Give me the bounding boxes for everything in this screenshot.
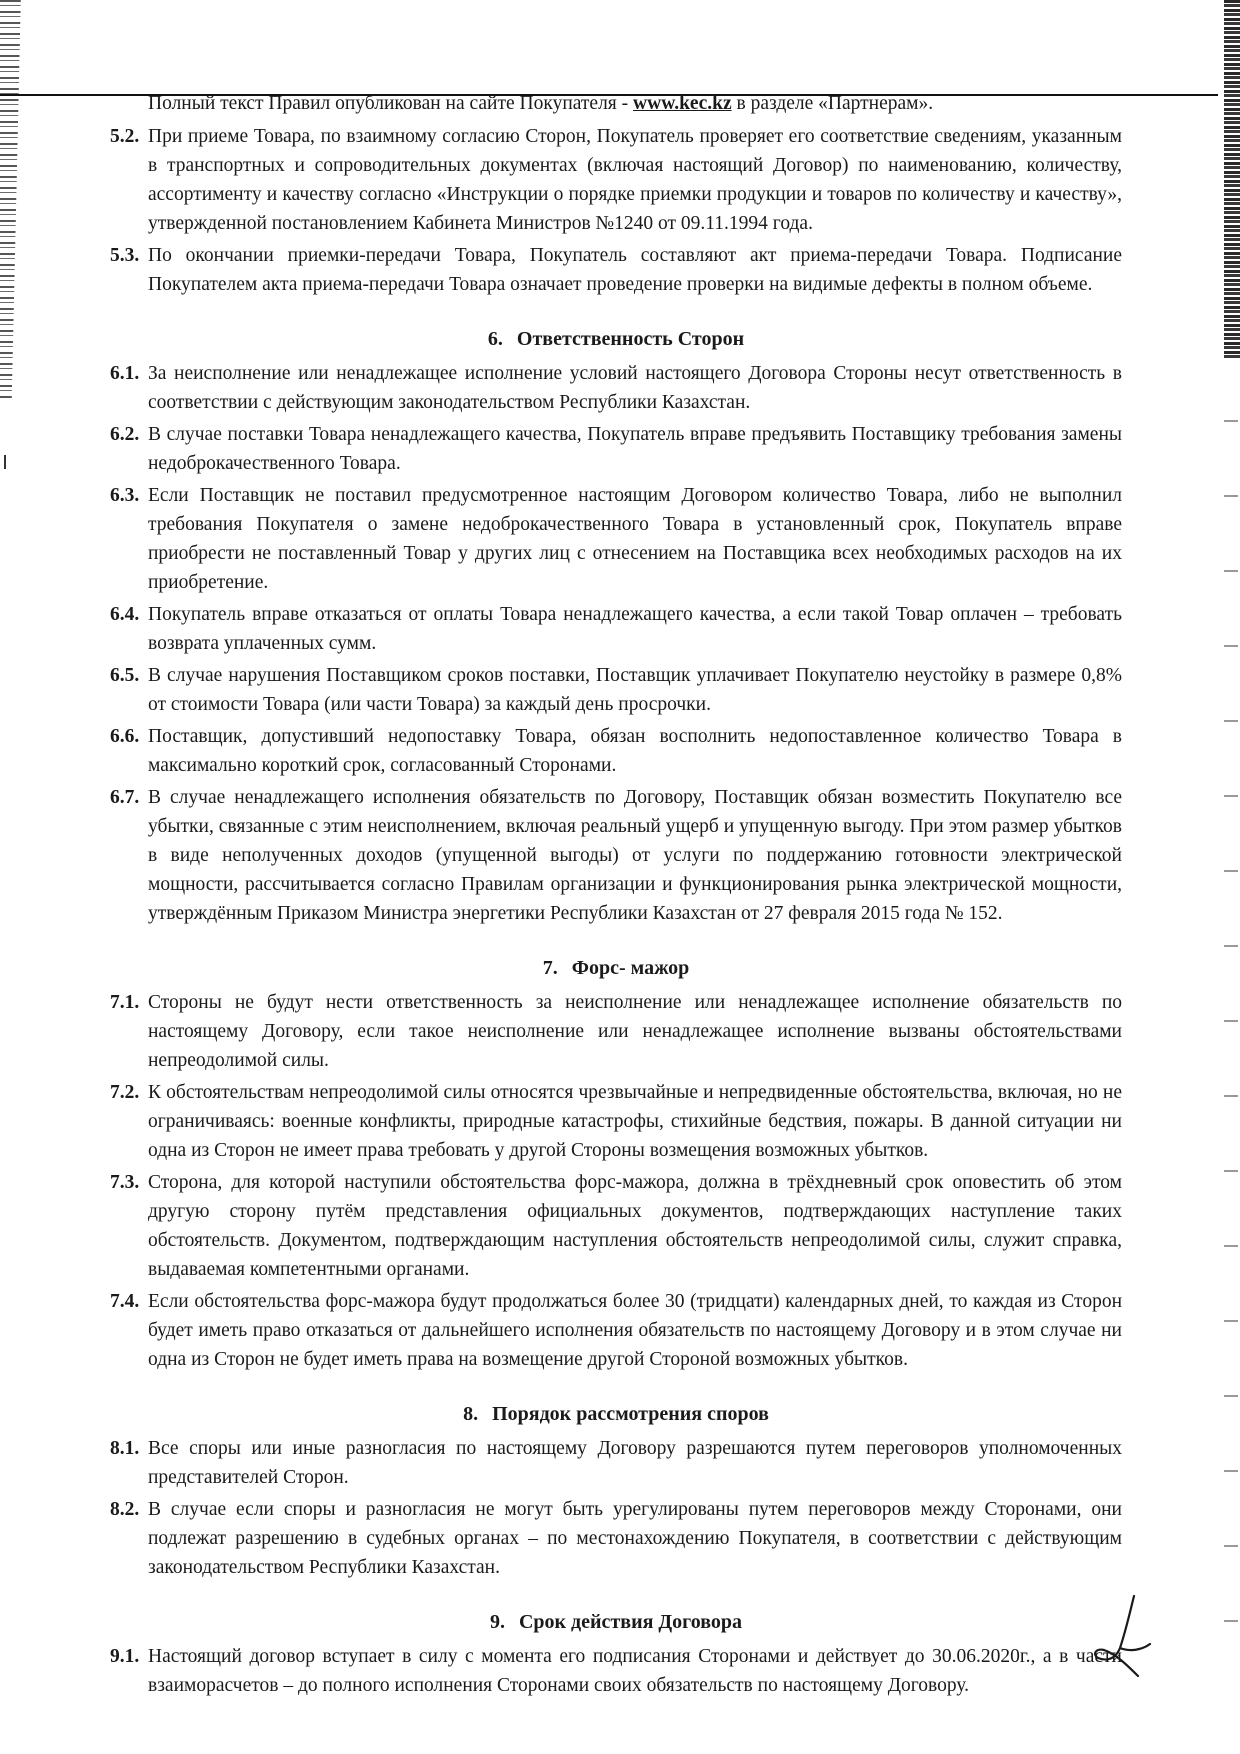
clause-text: Сторона, для которой наступили обстоятельства форс-мажора, должна в трёхдневный срок оповестить об этом другую сторону путём представления официальных документов, подтверждающих наступление таких обстоятельств. Документом, подтверждающим наступления обстоятельств непреодолимой силы, служит справка, выдаваемая компетентными органами. xyxy=(148,1172,1122,1280)
clause xyxy=(110,988,1122,1075)
clause xyxy=(110,1168,1122,1284)
clause-text: Если Поставщик не поставил предусмотренное настоящим Договором количество Товара, либо не выполнил требования Покупателя о замене недоброкачественного Товара в установленный срок, Покупатель вправе приобрести не поставленный Товар у других лиц с отнесением на Поставщика всех необходимых расходов на их приобретение. xyxy=(148,485,1122,593)
intro-paragraph xyxy=(148,90,1122,118)
section-heading xyxy=(110,325,1122,353)
clause-text: Все споры или иные разногласия по настоящему Договору разрешаются путем переговоров уполномоченных представителей Сторон. xyxy=(148,1438,1122,1488)
clause xyxy=(110,420,1122,478)
clause xyxy=(110,1434,1122,1492)
clause-number: 8.1. xyxy=(110,1438,140,1459)
section-title: Форс- мажор xyxy=(571,957,690,979)
clause-number: 6.1. xyxy=(110,363,140,384)
section-9 xyxy=(110,1608,1122,1700)
scan-edge-artifact xyxy=(0,0,26,400)
clause-number: 7.2. xyxy=(110,1082,140,1103)
section-title: Порядок рассмотрения споров xyxy=(492,1403,769,1425)
scan-mark xyxy=(4,455,6,469)
clause xyxy=(110,359,1122,417)
clause-number: 6.4. xyxy=(110,604,140,625)
scan-barcode-artifact xyxy=(1224,0,1240,360)
clause-text: В случае нарушения Поставщиком сроков поставки, Поставщик уплачивает Покупателю неустойку в размере 0,8% от стоимости Товара (или части Товара) за каждый день просрочки. xyxy=(148,665,1122,715)
section-7 xyxy=(110,954,1122,1374)
scan-edge-ticks xyxy=(1224,380,1238,1680)
clause-text: При приеме Товара, по взаимному согласию Сторон, Покупатель проверяет его соответствие сведениям, указанным в транспортных и сопроводительных документах (включая настоящий Договор) по наименованию, количеству, ассортименту и качеству согласно «Инструкции о порядке приемки продукции и товаров по количеству и качеству», утвержденной постановлением Кабинета Министров №1240 от 09.11.1994 года. xyxy=(148,126,1122,234)
clause xyxy=(110,1287,1122,1374)
clause-text: Если обстоятельства форс-мажора будут продолжаться более 30 (тридцати) календарных дней, то каждая из Сторон будет иметь право отказаться от дальнейшего исполнения обязательств по настоящему Договору и в этом случае ни одна из Сторон не будет иметь права на возмещение другой Стороной возможных убытков. xyxy=(148,1291,1122,1370)
clause-number: 6.5. xyxy=(110,665,140,686)
clause xyxy=(110,1642,1122,1700)
section-title: Ответственность Сторон xyxy=(516,328,745,350)
clause-number: 7.1. xyxy=(110,992,140,1013)
clause-text: Стороны не будут нести ответственность за неисполнение или ненадлежащее исполнение обязательств по настоящему Договору, если такое неисполнение или ненадлежащее исполнение вызваны обстоятельствами непреодолимой силы. xyxy=(148,992,1122,1071)
clause xyxy=(110,600,1122,658)
section-6 xyxy=(110,325,1122,928)
clause-text: За неисполнение или ненадлежащее исполнение условий настоящего Договора Стороны несут ответственность в соответствии с действующим законодательством Республики Казахстан. xyxy=(148,363,1122,413)
clause xyxy=(110,1495,1122,1582)
clause-number: 5.2. xyxy=(110,126,140,147)
intro-text-after: в разделе «Партнерам». xyxy=(731,93,934,114)
clause-number: 9.1. xyxy=(110,1646,140,1667)
section-5-continuation xyxy=(110,122,1122,299)
clause-number: 6.6. xyxy=(110,726,140,747)
section-number: 8. xyxy=(463,1403,479,1425)
clause-number: 6.7. xyxy=(110,787,140,808)
section-number: 7. xyxy=(542,957,558,979)
clause-text: Поставщик, допустивший недопоставку Товара, обязан восполнить недопоставленное количество Товара в максимально короткий срок, согласованный Сторонами. xyxy=(148,726,1122,776)
clause xyxy=(110,1078,1122,1165)
clause xyxy=(110,783,1122,928)
section-heading xyxy=(110,954,1122,982)
clause-text: По окончании приемки-передачи Товара, Покупатель составляют акт приема-передачи Товара. Подписание Покупателем акта приема-передачи Товара означает проведение проверки на видимые дефекты в полном объеме. xyxy=(148,245,1122,295)
clause xyxy=(110,481,1122,597)
clause-text: В случае если споры и разногласия не могут быть урегулированы путем переговоров между Сторонами, они подлежат разрешению в судебных органах – по местонахождению Покупателя, в соответствии с действующим законодательством Республики Казахстан. xyxy=(148,1499,1122,1578)
clause xyxy=(110,241,1122,299)
clause xyxy=(110,122,1122,238)
clause-text: Покупатель вправе отказаться от оплаты Товара ненадлежащего качества, а если такой Товар оплачен – требовать возврата уплаченных сумм. xyxy=(148,604,1122,654)
clause-number: 8.2. xyxy=(110,1499,140,1520)
section-8 xyxy=(110,1400,1122,1582)
clause-text: Настоящий договор вступает в силу с момента его подписания Сторонами и действует до 30.06.2020г., а в части взаиморасчетов – до полного исполнения Сторонами своих обязательств по настоящему Договору. xyxy=(148,1646,1122,1696)
clause-number: 7.4. xyxy=(110,1291,140,1312)
section-title: Срок действия Договора xyxy=(518,1611,743,1633)
clause xyxy=(110,722,1122,780)
intro-text-before: Полный текст Правил опубликован на сайте Покупателя - xyxy=(148,93,634,114)
website-link[interactable]: www.kec.kz xyxy=(633,93,732,114)
clause-text: К обстоятельствам непреодолимой силы относятся чрезвычайные и непредвиденные обстоятельства, включая, но не ограничиваясь: военные конфликты, природные катастрофы, стихийные бедствия, пожары. В данной ситуации ни одна из Сторон не имеет права требовать у другой Стороны возмещения возможных убытков. xyxy=(148,1082,1122,1161)
clause-number: 6.3. xyxy=(110,485,140,506)
clause-text: В случае ненадлежащего исполнения обязательств по Договору, Поставщик обязан возместить Покупателю все убытки, связанные с этим неисполнением, включая реальный ущерб и упущенную выгоду. При этом размер убытков в виде неполученных доходов (упущенной выгоды) от услуги по поддержанию готовности электрической мощности, рассчитывается согласно Правилам организации и функционирования рынка электрической мощности, утверждённым Приказом Министра энергетики Республики Казахстан от 27 февраля 2015 года № 152. xyxy=(148,787,1122,924)
clause xyxy=(110,661,1122,719)
clause-number: 7.3. xyxy=(110,1172,140,1193)
clause-text: В случае поставки Товара ненадлежащего качества, Покупатель вправе предъявить Поставщику требования замены недоброкачественного Товара. xyxy=(148,424,1122,474)
section-heading xyxy=(110,1400,1122,1428)
clause-number: 6.2. xyxy=(110,424,140,445)
clause-number: 5.3. xyxy=(110,245,140,266)
handwritten-signature xyxy=(1086,1592,1156,1682)
section-number: 6. xyxy=(487,328,503,350)
section-heading xyxy=(110,1608,1122,1636)
document-body xyxy=(110,90,1122,1703)
section-number: 9. xyxy=(489,1611,505,1633)
